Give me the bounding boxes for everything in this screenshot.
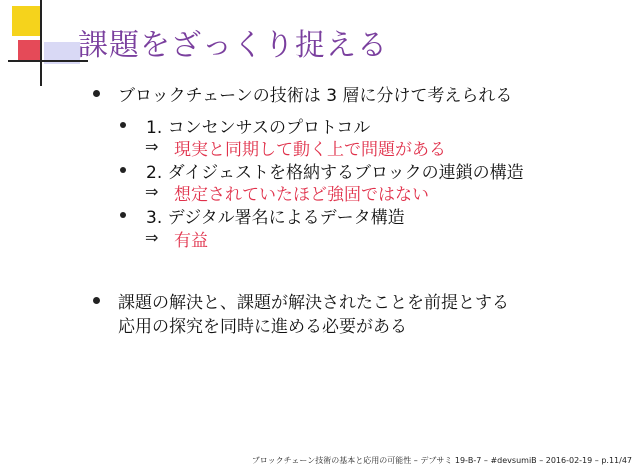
decorative-horizontal-line [8, 60, 88, 62]
sub-bullet-dot [120, 212, 126, 218]
sub-item-3-note: 有益 [174, 231, 208, 251]
sub-bullet-dot [120, 122, 126, 128]
implies-arrow: ⇒ [145, 228, 159, 247]
decorative-vertical-line [40, 0, 42, 86]
sub-item-3-label: 3. デジタル署名によるデータ構造 [146, 208, 405, 228]
bullet-2-line-2: 応用の探究を同時に進める必要がある [118, 317, 407, 337]
bullet-2-line-1: 課題の解決と、課題が解決されたことを前提とする [118, 293, 509, 313]
bullet-dot [93, 90, 100, 97]
decorative-red-square [18, 40, 40, 62]
implies-arrow: ⇒ [145, 182, 159, 201]
bullet-dot [93, 297, 100, 304]
decorative-yellow-square [12, 6, 42, 36]
sub-item-2-note: 想定されていたほど強固ではない [174, 185, 429, 205]
sub-bullet-dot [120, 167, 126, 173]
implies-arrow: ⇒ [145, 137, 159, 156]
slide-footer: ブロックチェーン技術の基本と応用の可能性 – デブサミ 19-B-7 – #devsumiB – 2016-02-19 – p.11/47 [251, 456, 632, 465]
bullet-1-text: ブロックチェーンの技術は 3 層に分けて考えられる [118, 86, 513, 106]
sub-item-2-label: 2. ダイジェストを格納するブロックの連鎖の構造 [146, 163, 524, 183]
sub-item-1-note: 現実と同期して動く上で問題がある [174, 140, 446, 160]
slide-title: 課題をざっくり捉える [78, 28, 388, 63]
sub-item-1-label: 1. コンセンサスのプロトコル [146, 118, 371, 138]
